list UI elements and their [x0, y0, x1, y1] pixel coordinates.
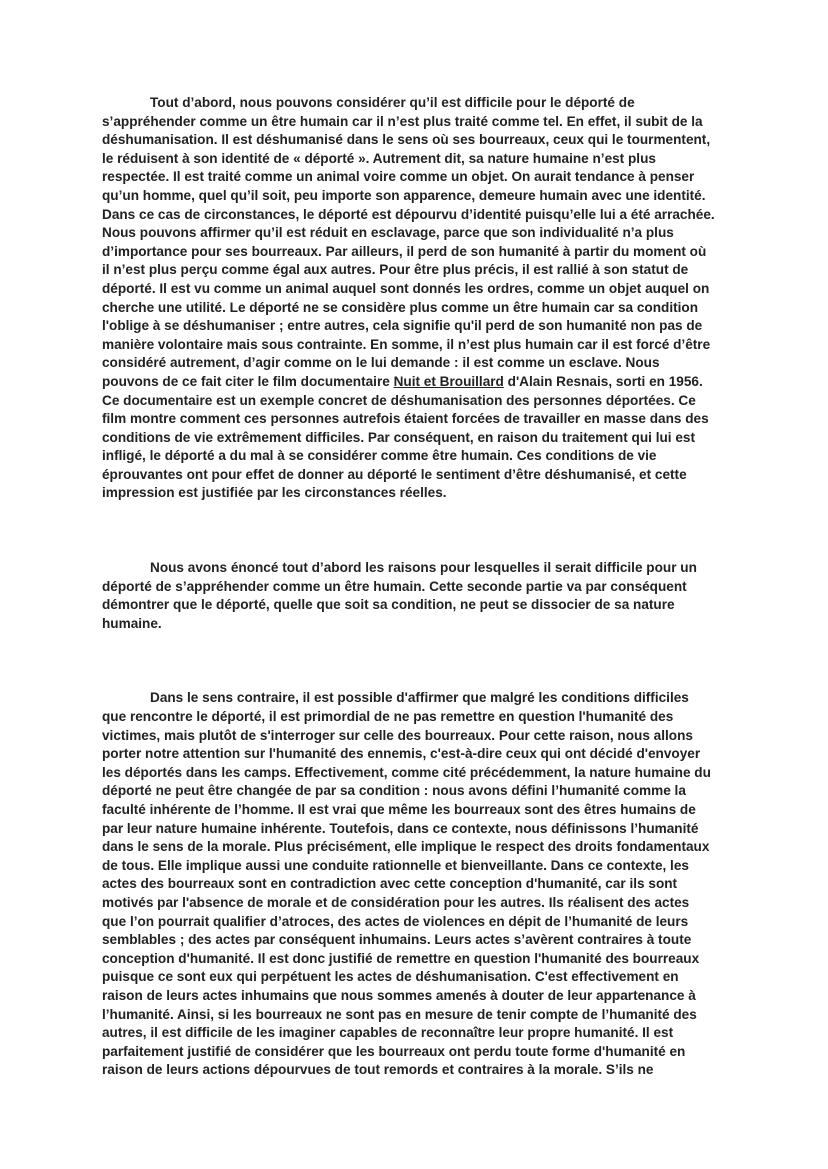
- paragraph-1-text-a: Tout d’abord, nous pouvons considérer qu’il est difficile pour le déporté de s’appréhender comme un être humain car il n’est plus traité comme tel. En effet, il subit de la déshumanisation. Il est déshumanisé dans le sens où ses bourreaux, ceux qui le tourmentent, le réduisent à son identité de « déporté ». Autrement dit, sa nature humaine n’est plus respectée. Il est traité comme un animal voire comme un objet. On aurait tendance à penser qu’un homme, quel qu’il soit, peu importe son apparence, demeure humain avec une identité. Dans ce cas de circonstances, le déporté est dépourvu d’identité puisqu’elle lui a été arrachée. Nous pouvons affirmer qu’il est réduit en esclavage, parce que son individualité n’a plus d’importance pour ses bourreaux. Par ailleurs, il perd de son humanité à partir du moment où il n’est plus perçu comme égal aux autres. Pour être plus précis, il est rallié à son statut de déporté. Il est vu comme un animal auquel sont donnés les ordres, comme un objet auquel on cherche une utilité. Le déporté ne se considère plus comme un être humain car sa condition l'oblige à se déshumaniser ; entre autres, cela signifie qu'il perd de son humanité non pas de manière volontaire mais sous contrainte. En somme, il n’est plus humain car il est forcé d’être considéré autrement, d’agir comme on le lui demande : il est comme un esclave. Nous pouvons de ce fait citer le film documentaire: [102, 95, 715, 389]
- paragraph-1: [102, 94, 728, 503]
- paragraph-3: Dans le sens contraire, il est possible d'affirmer que malgré les conditions difficiles que rencontre le déporté, il est primordial de ne pas remettre en question l'humanité des victimes, mais plutôt de s'interroger sur celle des bourreaux. Pour cette raison, nous allons porter notre attention sur l'humanité des ennemis, c'est-à-dire ceux qui ont décidé d'envoyer les déportés dans les camps. Effectivement, comme cité précédemment, la nature humaine du déporté ne peut être changée de par sa condition : nous avons défini l’humanité comme la faculté inhérente de l’homme. Il est vrai que même les bourreaux sont des êtres humains de par leur nature humaine inhérente. Toutefois, dans ce contexte, nous définissons l’humanité dans le sens de la morale. Plus précisément, elle implique le respect des droits fondamentaux de tous. Elle implique aussi une conduite rationnelle et bienveillante. Dans ce contexte, les actes des bourreaux sont en contradiction avec cette conception d'humanité, car ils sont motivés par l'absence de morale et de considération pour les autres. Ils réalisent des actes que l’on pourrait qualifier d’atroces, des actes de violences en dépit de l’humanité de leurs semblables ; des actes par conséquent inhumains. Leurs actes s’avèrent contraires à toute conception d'humanité. Il est donc justifié de remettre en question l'humanité des bourreaux puisque ce sont eux qui perpétuent les actes de déshumanisation. C'est effectivement en raison de leurs actes inhumains que nous sommes amenés à douter de leur appartenance à l’humanité. Ainsi, si les bourreaux ne sont pas en mesure de tenir compte de l’humanité des autres, il est difficile de les imaginer capables de reconnaître leur propre humanité. Il est parfaitement justifié de considérer que les bourreaux ont perdu toute forme d'humanité en raison de leurs actions dépourvues de tout remords et contraires à la morale. S’ils ne: [102, 690, 711, 1078]
- document-page: [102, 94, 728, 1080]
- paragraph-2: Nous avons énoncé tout d’abord les raisons pour lesquelles il serait difficile pour un déporté de s’appréhender comme un être humain. Cette seconde partie va par conséquent démontrer que le déporté, quelle que soit sa condition, ne peut se dissocier de sa nature humaine.: [102, 560, 697, 631]
- paragraph-1-text-b: d'Alain Resnais, sorti en 1956. Ce documentaire est un exemple concret de déshumanisation des personnes déportées. Ce film montre comment ces personnes autrefois étaient forcées de travailler en masse dans des conditions de vie extrêmement difficiles. Par conséquent, en raison du traitement qui lui est infligé, le déporté a du mal à se considérer comme être humain. Ces conditions de vie éprouvantes ont pour effet de donner au déporté le sentiment d’être déshumanisé, et cette impression est justifiée par les circonstances réelles.: [102, 373, 709, 501]
- film-title: Nuit et Brouillard: [393, 373, 504, 389]
